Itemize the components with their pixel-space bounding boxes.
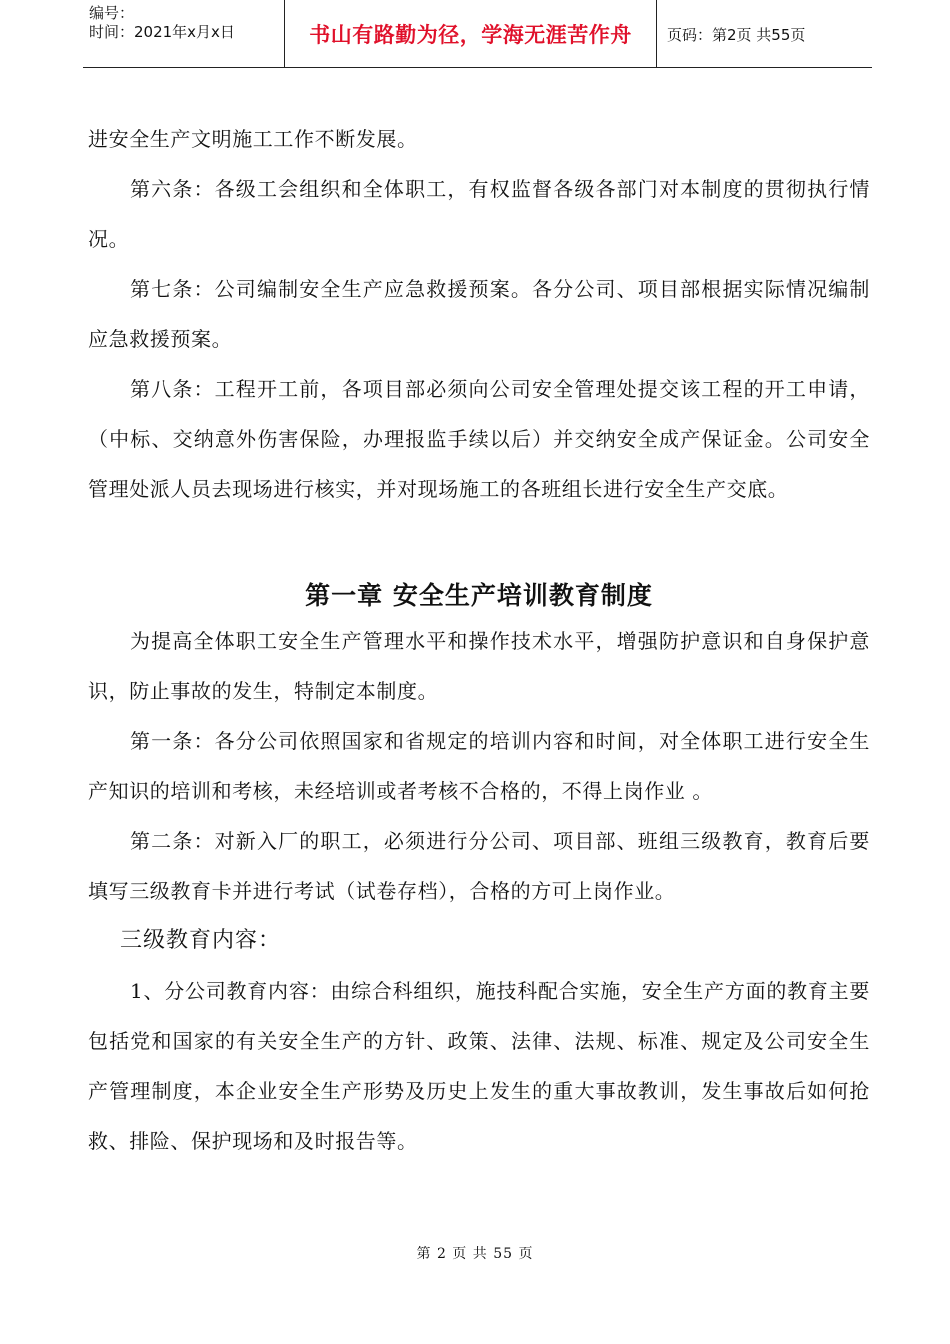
paragraph-article-7: 第七条：公司编制安全生产应急救援预案。各分公司、项目部根据实际情况编制应急救援预案。 — [88, 277, 870, 351]
paragraph-article-6: 第六条：各级工会组织和全体职工，有权监督各级各部门对本制度的贯彻执行情况。 — [88, 177, 870, 251]
page-footer: 第 2 页 共 55 页 — [416, 1246, 534, 1262]
paragraph-article-1: 第一条：各分公司依照国家和省规定的培训内容和时间，对全体职工进行安全生产知识的培训和考核，未经培训或者考核不合格的，不得上岗作业 。 — [88, 729, 870, 803]
paragraph-intro: 为提高全体职工安全生产管理水平和操作技术水平，增强防护意识和自身保护意识，防止事故的发生，特制定本制度。 — [88, 629, 870, 703]
header-page-label: 页码：第2页 共55页 — [667, 25, 806, 44]
header-number-label: 编号： — [89, 4, 135, 22]
paragraph-branch-education: 1、分公司教育内容：由综合科组织，施技科配合实施，安全生产方面的教育主要包括党和国家的有关安全生产的方针、政策、法律、法规、标准、规定及公司安全生产管理制度，本企业安全生产形势及历史上发生的重大事故教训，发生事故后如何抢救、排险、保护现场和及时报告等。 — [88, 979, 870, 1153]
subheading-education-content: 三级教育内容： — [120, 928, 282, 953]
chapter-title: 第一章 安全生产培训教育制度 — [305, 581, 653, 610]
header-motto: 书山有路勤为径，学海无涯苦作舟 — [285, 0, 657, 68]
header-time-label: 时间：2021年x月x日 — [89, 23, 235, 41]
page-header — [83, 0, 872, 68]
paragraph-article-8: 第八条：工程开工前，各项目部必须向公司安全管理处提交该工程的开工申请，（中标、交纳意外伤害保险，办理报监手续以后）并交纳安全成产保证金。公司安全管理处派人员去现场进行核实，并对现场施工的各班组长进行安全生产交底。 — [88, 377, 870, 501]
header-meta — [83, 0, 285, 68]
document-body — [88, 114, 870, 1166]
paragraph-article-2: 第二条：对新入厂的职工，必须进行分公司、项目部、班组三级教育，教育后要填写三级教育卡并进行考试（试卷存档），合格的方可上岗作业。 — [88, 829, 870, 903]
paragraph-1: 进安全生产文明施工工作不断发展。 — [88, 127, 418, 151]
